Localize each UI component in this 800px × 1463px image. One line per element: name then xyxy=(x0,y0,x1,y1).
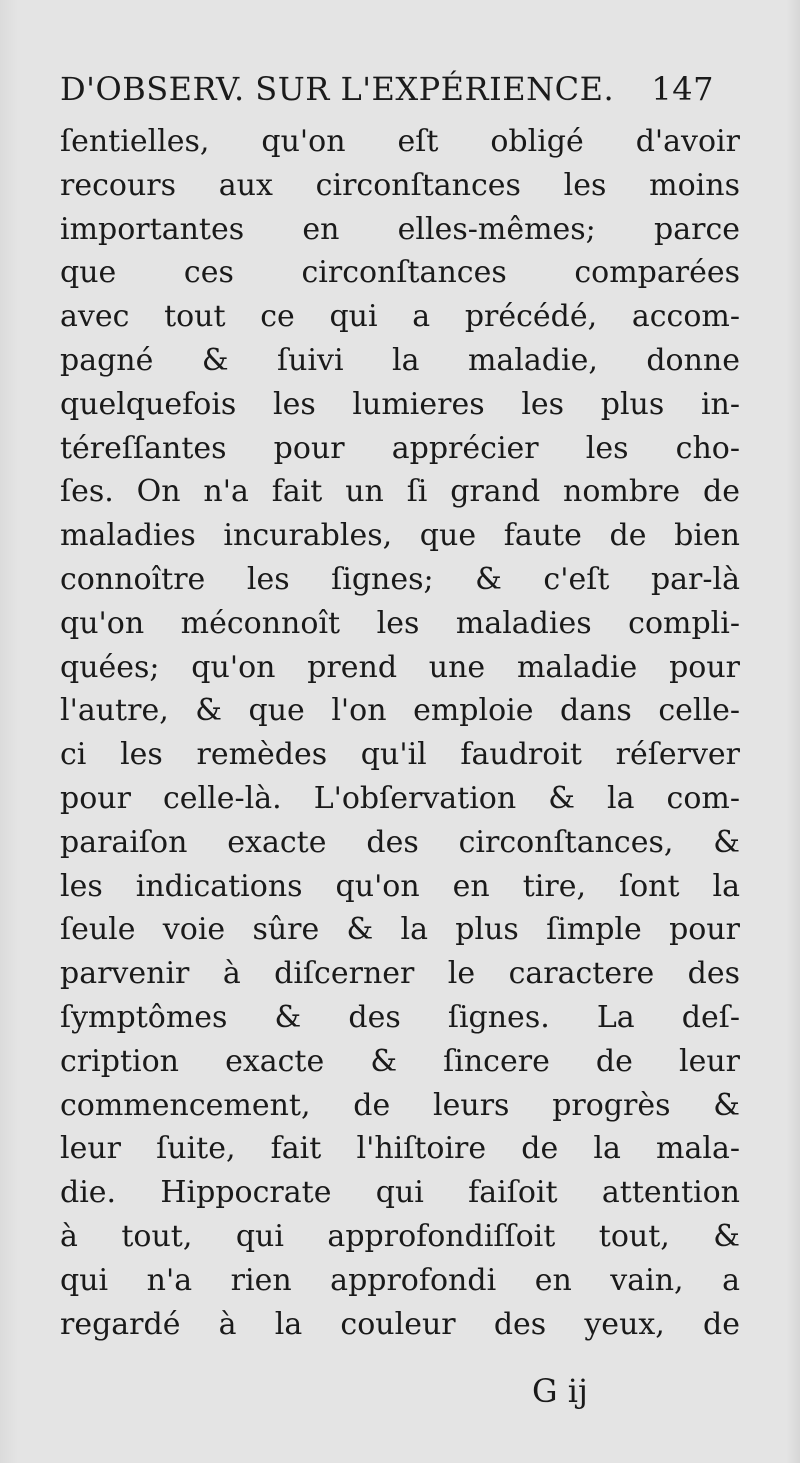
text-line: quelquefois les lumieres les plus in- xyxy=(60,386,740,422)
text-line: ſentielles, qu'on eſt obligé d'avoir xyxy=(60,124,740,159)
body-text xyxy=(60,120,740,1346)
text-line: commencement, de leurs progrès & xyxy=(60,1087,740,1123)
text-line: ſeule voie sûre & la plus ſimple pour xyxy=(60,912,740,948)
text-line: recours aux circonſtances les moins xyxy=(60,167,740,203)
text-line: pagné & ſuivi la maladie, donne xyxy=(60,342,740,378)
text-line: avec tout ce qui a précédé, accom- xyxy=(60,299,740,335)
text-line: importantes en elles-mêmes; parce xyxy=(60,211,740,247)
text-line: quées; qu'on prend une maladie pour xyxy=(60,649,740,685)
text-line: qui n'a rien approfondi en vain, a xyxy=(60,1262,740,1298)
text-line: leur ſuite, fait l'hiſtoire de la mala- xyxy=(60,1131,740,1167)
text-line: que ces circonſtances comparées xyxy=(60,255,740,291)
text-line: les indications qu'on en tire, ſont la xyxy=(60,868,740,904)
text-line: parvenir à diſcerner le caractere des xyxy=(60,956,740,992)
running-head xyxy=(60,62,740,114)
text-line: l'autre, & que l'on emploie dans celle- xyxy=(60,693,740,729)
text-line: à tout, qui approfondiſſoit tout, & xyxy=(60,1218,740,1254)
text-line: qu'on méconnoît les maladies compli- xyxy=(60,605,740,641)
running-head-title: D'OBSERV. SUR L'EXPÉRIENCE. xyxy=(60,70,615,108)
text-line: regardé à la couleur des yeux, de xyxy=(60,1306,740,1342)
text-line: die. Hippocrate qui faiſoit attention xyxy=(60,1175,740,1211)
text-line: connoître les ſignes; & c'eſt par-là xyxy=(60,561,740,597)
text-line: ſes. On n'a fait un ſi grand nombre de xyxy=(60,474,740,510)
page-number: 147 xyxy=(651,70,714,108)
text-line: téreſſantes pour apprécier les cho- xyxy=(60,430,740,466)
text-line: pour celle-là. L'obſervation & la com- xyxy=(60,780,740,816)
text-line: ci les remèdes qu'il faudroit réſerver xyxy=(60,737,740,773)
text-line: cription exacte & ſincere de leur xyxy=(60,1043,740,1079)
signature-mark: G ij xyxy=(532,1372,588,1410)
text-line: ſymptômes & des ſignes. La deſ- xyxy=(60,999,740,1035)
text-line: paraiſon exacte des circonſtances, & xyxy=(60,824,740,860)
text-line: maladies incurables, que faute de bien xyxy=(60,518,740,554)
